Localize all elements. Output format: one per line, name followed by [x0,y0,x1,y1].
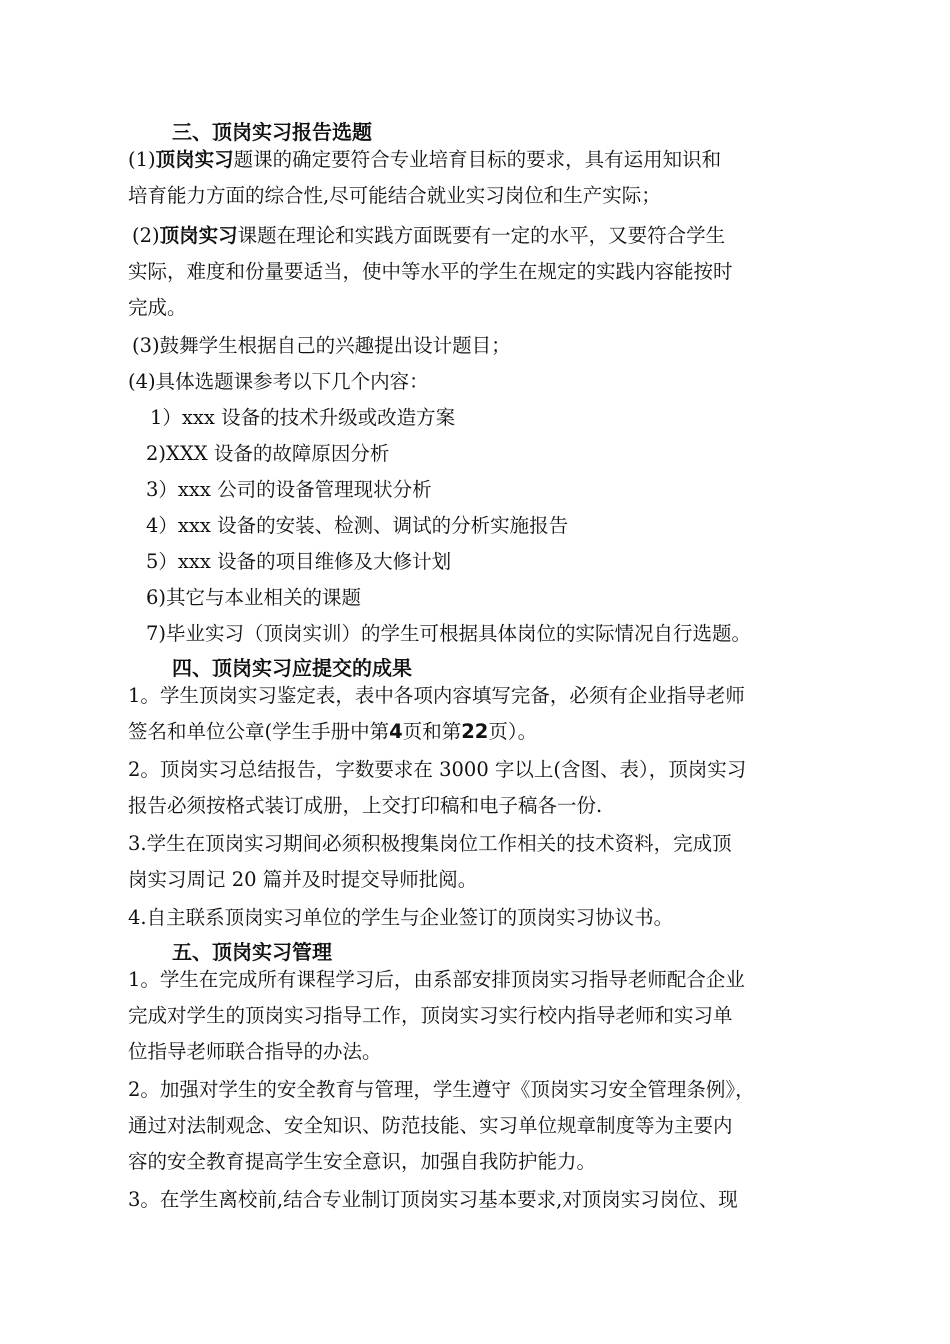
s5-item-1-line-2: 完成对学生的顶岗实习指导工作，顶岗实习实行校内指导老师和实习单 [128,1004,733,1027]
s3-para-2-line-2: 实际，难度和份量要适当，使中等水平的学生在规定的实践内容能按时 [128,260,733,283]
topic-item-2: 2)XXX 设备的故障原因分析 [146,442,390,465]
section-5-heading: 五、顶岗实习管理 [172,940,332,964]
s4-item-1-text-a: 签名和单位公章(学生手册中第 [128,720,390,743]
s3-para-3: (3)鼓舞学生根据自己的兴趣提出设计题目； [132,334,511,357]
s3-para-2-text: 课题在理论和实践方面既要有一定的水平，又要符合学生 [237,224,726,247]
topic-item-4: 4）xxx 设备的安装、检测、调试的分析实施报告 [146,514,569,537]
s3-para-1-bold: 顶岗实习 [155,148,234,171]
s4-item-3-line-2: 岗实习周记 20 篇并及时提交导师批阅。 [128,868,478,891]
s4-item-1-line-2 [128,714,537,750]
s4-item-3: 3.学生在顶岗实习期间必须积极搜集岗位工作相关的技术资料，完成顶 [128,832,732,855]
s3-para-2-line-3: 完成。 [128,296,187,319]
s4-item-2-line-2: 报告必须按格式装订成册，上交打印稿和电子稿各一份. [128,794,603,817]
s5-item-2-line-2: 通过对法制观念、安全知识、防范技能、实习单位规章制度等为主要内 [128,1114,733,1137]
s4-item-1: 1。学生顶岗实习鉴定表，表中各项内容填写完备，必须有企业指导老师 [128,684,745,707]
s4-item-1-text-b: 页和第 [402,720,462,743]
s5-item-2-line-3: 容的安全教育提高学生安全意识，加强自我防护能力。 [128,1150,597,1173]
s3-para-1-text: 题课的确定要符合专业培育目标的要求，具有运用知识和 [233,148,722,171]
topic-item-6: 6)其它与本业相关的课题 [146,586,362,609]
s3-para-2 [132,218,725,254]
s4-item-4: 4.自主联系顶岗实习单位的学生与企业签订的顶岗实习协议书。 [128,906,674,929]
section-4-heading: 四、顶岗实习应提交的成果 [172,656,412,680]
s3-para-4: (4)具体选题课参考以下几个内容： [128,370,429,393]
s3-para-2-prefix: (2) [132,224,160,247]
s4-item-1-page-a: 4 [389,720,403,743]
s3-para-1-line-2: 培育能力方面的综合性,尽可能结合就业实习岗位和生产实际； [128,184,661,207]
topic-item-1: 1）xxx 设备的技术升级或改造方案 [150,406,456,429]
s4-item-1-page-b: 22 [461,720,489,743]
topic-item-3: 3）xxx 公司的设备管理现状分析 [146,478,432,501]
s3-para-1 [128,142,721,178]
section-3-heading: 三、顶岗实习报告选题 [172,120,372,144]
s5-item-1: 1。学生在完成所有课程学习后，由系部安排顶岗实习指导老师配合企业 [128,968,745,991]
s3-para-2-bold: 顶岗实习 [159,224,238,247]
s5-item-2: 2。加强对学生的安全教育与管理，学生遵守《顶岗实习安全管理条例》， [128,1078,755,1101]
topic-item-7: 7)毕业实习（顶岗实训）的学生可根据具体岗位的实际情况自行选题。 [146,622,752,645]
s3-para-1-prefix: (1) [128,148,156,171]
s5-item-3: 3。在学生离校前,结合专业制订顶岗实习基本要求,对顶岗实习岗位、现 [128,1188,738,1211]
s5-item-1-line-3: 位指导老师联合指导的办法。 [128,1040,382,1063]
s4-item-2: 2。顶岗实习总结报告，字数要求在 3000 字以上(含图、表），顶岗实习 [128,758,747,781]
topic-item-5: 5）xxx 设备的项目维修及大修计划 [146,550,452,573]
s4-item-1-text-c: 页）。 [488,720,538,743]
